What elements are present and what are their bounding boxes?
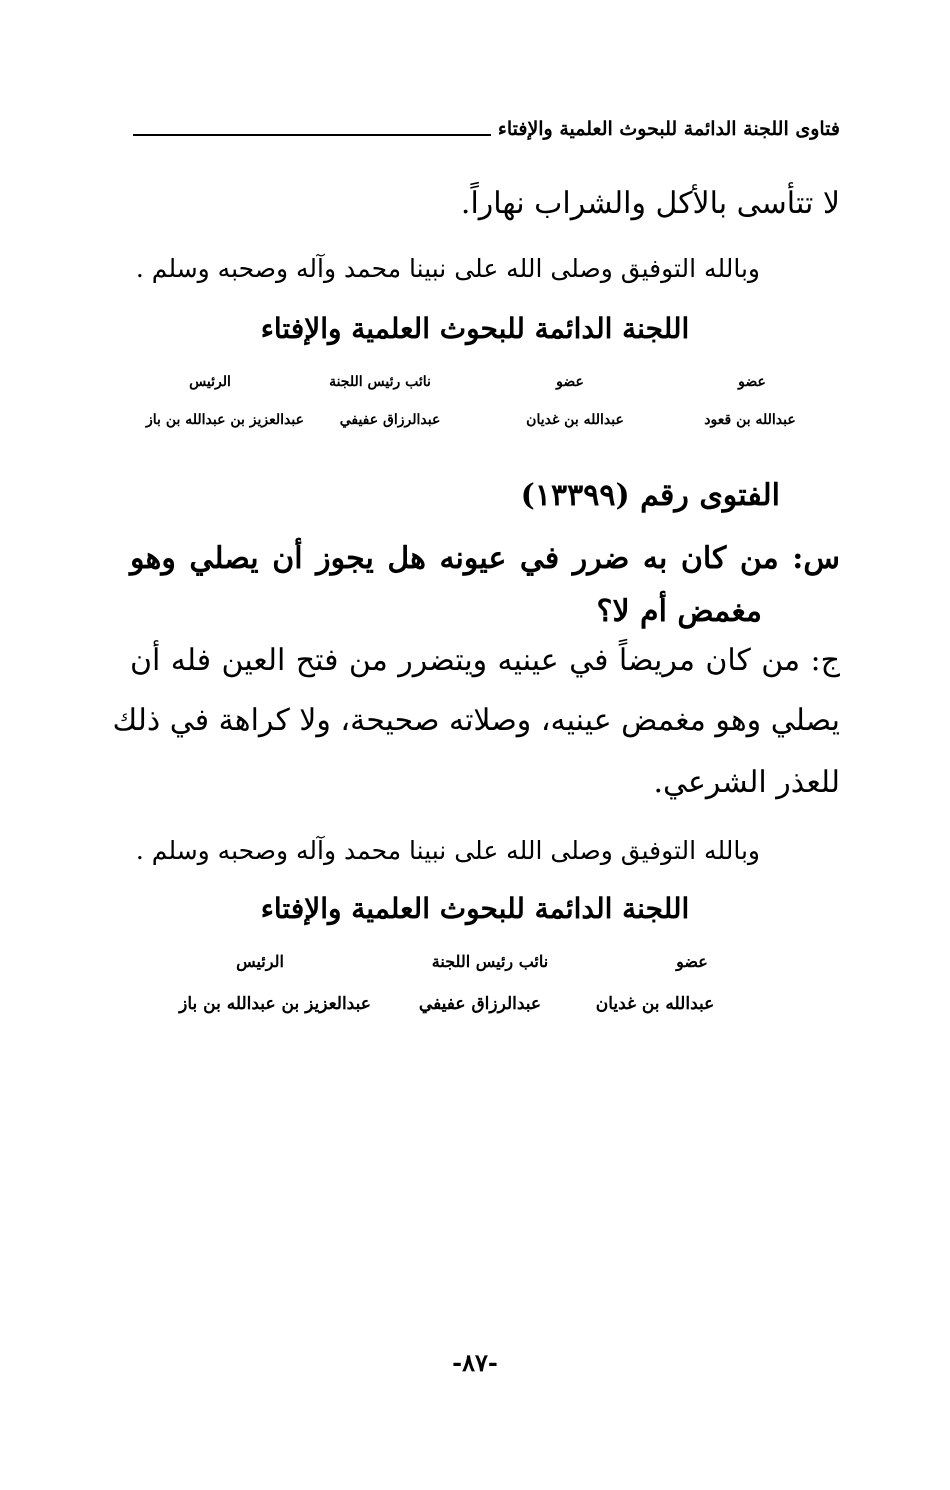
answer-line-1: ج: من كان مريضاً في عينيه ويتضرر من فتح العين فله أن (130, 643, 840, 678)
signatory-role: الرئيس (236, 952, 284, 971)
signatory-role: نائب رئيس اللجنة (431, 952, 549, 971)
running-header-title: فتاوى اللجنة الدائمة للبحوث العلمية والإفتاء (497, 118, 840, 140)
signatory-role: الرئيس (189, 374, 231, 390)
signatory-name: عبدالله بن غديان (595, 994, 715, 1014)
committee-name-1: اللجنة الدائمة للبحوث العلمية والإفتاء (260, 312, 690, 345)
signatory-name: عبدالله بن قعود (704, 412, 796, 428)
signatory-name: عبدالعزيز بن عبدالله بن باز (146, 412, 304, 428)
answer-line-3: للعذر الشرعي. (653, 765, 840, 800)
signatory-name: عبدالرزاق عفيفي (339, 412, 441, 428)
signatory-role: نائب رئيس اللجنة (329, 374, 431, 390)
signatory-role: عضو (738, 374, 766, 390)
closing-formula-1: وبالله التوفيق وصلى الله على نبينا محمد وآله وصحبه وسلم . (135, 254, 760, 283)
closing-formula-2: وبالله التوفيق وصلى الله على نبينا محمد وآله وصحبه وسلم . (135, 836, 760, 865)
page-number: -٨٧- (452, 1348, 498, 1377)
previous-fatwa-last-line: لا تتأسى بالأكل والشراب نهاراً. (460, 186, 840, 221)
signatory-role: عضو (556, 374, 584, 390)
question-line-1: س: من كان به ضرر في عيونه هل يجوز أن يصلي وهو (130, 541, 840, 576)
signatory-role: عضو (676, 952, 708, 971)
committee-name-2: اللجنة الدائمة للبحوث العلمية والإفتاء (260, 892, 690, 925)
fatwa-number: الفتوى رقم (١٣٣٩٩) (520, 478, 780, 513)
question-line-2: مغمض أم لا؟ (596, 594, 762, 629)
signatory-name: عبدالرزاق عفيفي (418, 994, 542, 1014)
answer-line-2: يصلي وهو مغمض عينيه، وصلاته صحيحة، ولا كراهة في ذلك (112, 703, 840, 738)
signatory-name: عبدالله بن غديان (526, 412, 624, 428)
signatory-name: عبدالعزيز بن عبدالله بن باز (179, 994, 371, 1014)
header-rule (133, 134, 491, 136)
